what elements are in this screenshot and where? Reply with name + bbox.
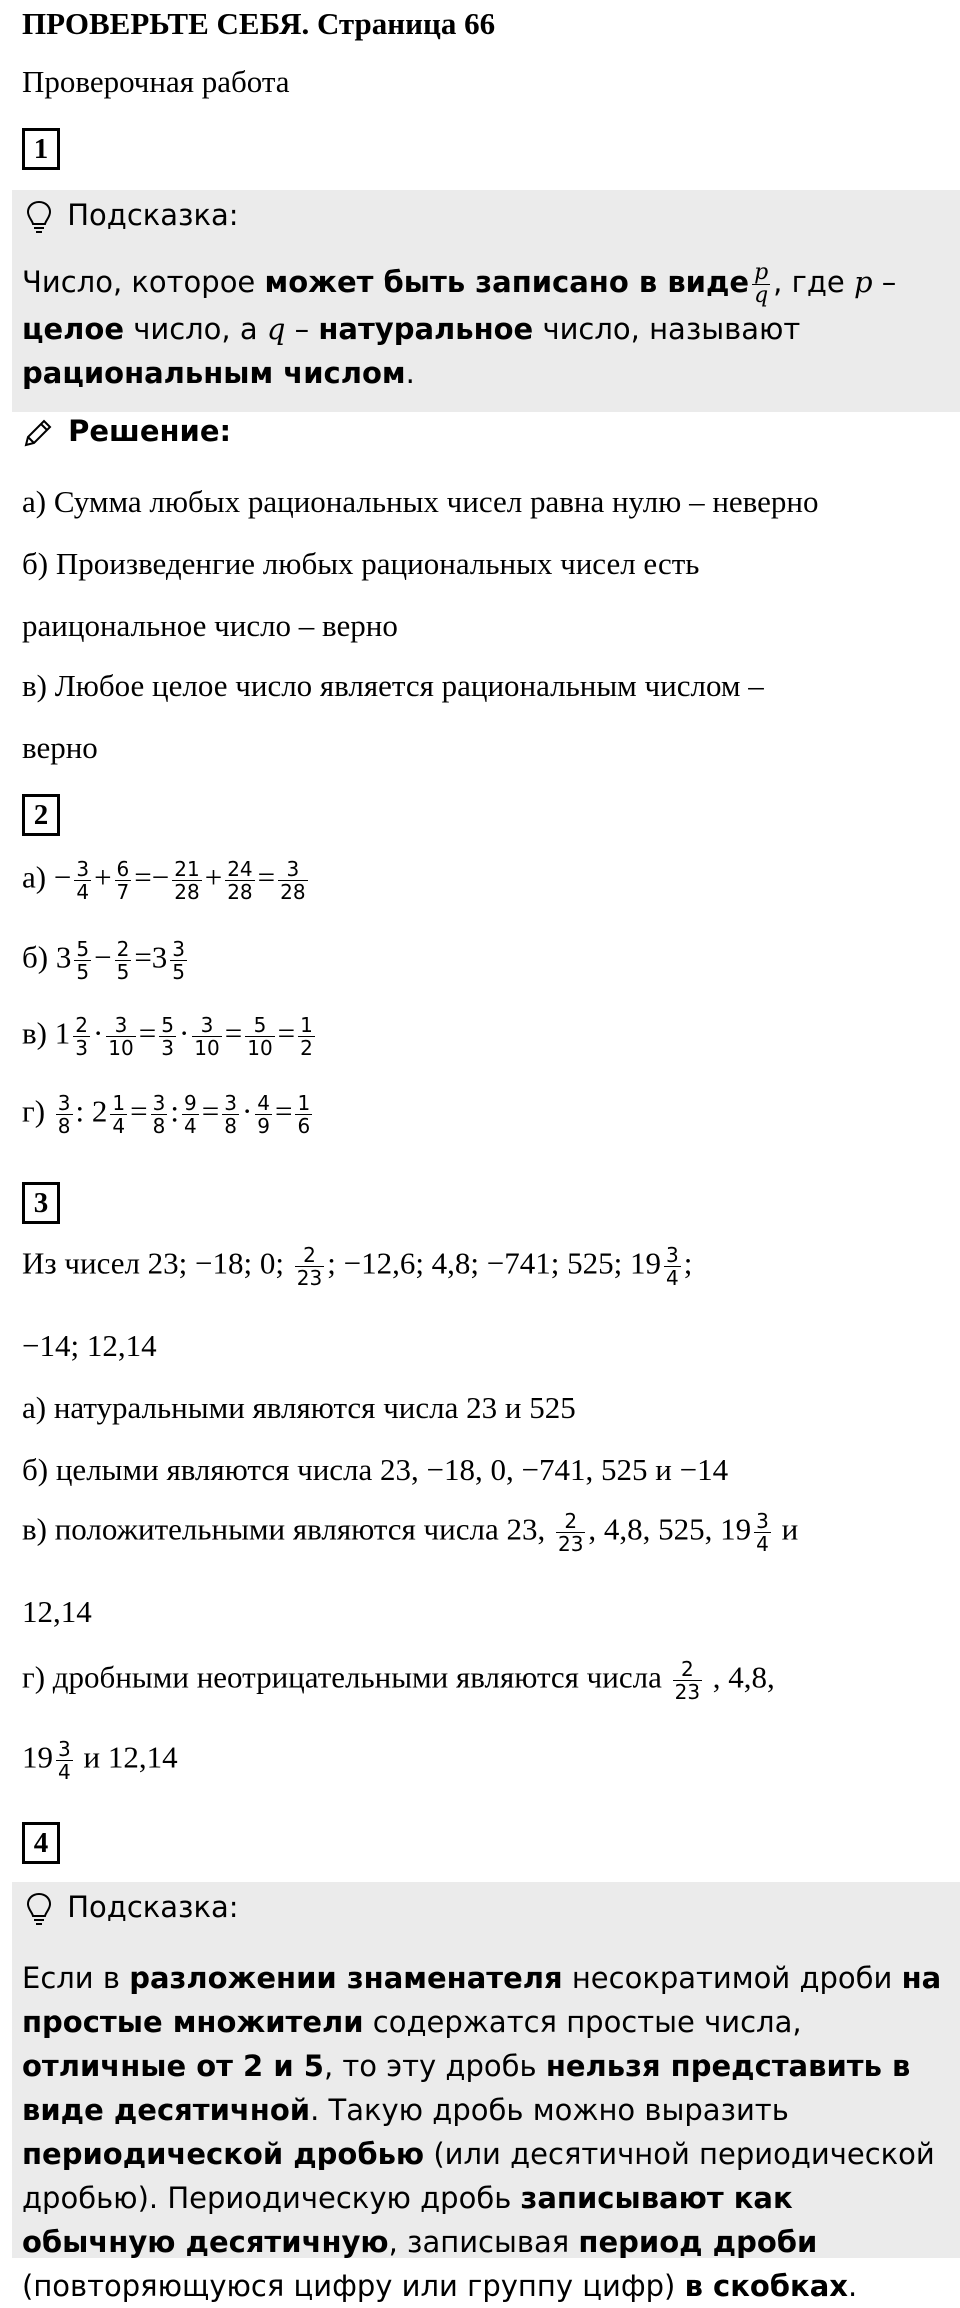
fraction: $\frac{3}{5}$ bbox=[172, 937, 186, 984]
text-part: и bbox=[773, 1511, 799, 1547]
task-number-3: 3 bbox=[22, 1182, 60, 1224]
text-part: Из чисел 23; −18; 0; bbox=[22, 1245, 292, 1281]
task3-g bbox=[22, 1658, 775, 1703]
hint-text-part: – bbox=[872, 265, 897, 299]
hint-text-part: , записывая bbox=[388, 2225, 579, 2259]
fraction: $\frac{3}{10}$ bbox=[194, 1013, 220, 1060]
lightbulb-icon bbox=[26, 1890, 67, 1924]
task-number-4: 4 bbox=[22, 1822, 60, 1864]
task3-v bbox=[22, 1510, 798, 1555]
hint-bold-part: периодической дробью bbox=[22, 2137, 425, 2171]
item-label: в) bbox=[22, 1015, 55, 1051]
hint-text-part: несократимой дроби bbox=[562, 1961, 902, 1995]
hint-bold-part: в скобках bbox=[684, 2269, 849, 2303]
fraction: $\frac{1}{4}$ bbox=[112, 1091, 126, 1138]
task3-v-cont: 12,14 bbox=[22, 1594, 92, 1629]
hint-header-4 bbox=[26, 1890, 239, 1926]
text-part: , 4,8, bbox=[705, 1659, 775, 1695]
hint-text-part: . bbox=[848, 2269, 858, 2303]
fraction-p-q: $\frac{p}{q}$ bbox=[754, 259, 769, 308]
fraction: $\frac{3}{8}$ bbox=[152, 1091, 166, 1138]
text-part: ; −12,6; 4,8; −741; 525; 19 bbox=[327, 1245, 661, 1281]
hint-text-4 bbox=[22, 1956, 952, 2308]
fraction: $\frac{5}{3}$ bbox=[161, 1013, 174, 1060]
fraction: $\frac{3}{4}$ bbox=[756, 1509, 769, 1556]
whole-part: 2 bbox=[91, 1093, 108, 1129]
fraction: $\frac{3}{4}$ bbox=[666, 1243, 679, 1290]
fraction: $\frac{3}{10}$ bbox=[108, 1013, 134, 1060]
hint-text-part: . bbox=[405, 355, 415, 390]
hint-text-1 bbox=[22, 260, 952, 395]
hint-box-1 bbox=[12, 190, 960, 412]
task1-line-b: б) Произведенгие любых рациональных чисел есть bbox=[22, 546, 700, 581]
text-part: , 4,8, 525, 19 bbox=[588, 1511, 752, 1547]
hint-bold-part: разложении знаменателя bbox=[129, 1961, 563, 1995]
hint-title: Подсказка: bbox=[67, 198, 239, 232]
fraction: $\frac{1}{2}$ bbox=[300, 1013, 313, 1060]
hint-bold-part: на простые множители bbox=[22, 1961, 942, 2039]
pencil-icon bbox=[22, 414, 68, 448]
hint-text-part: , где bbox=[773, 265, 854, 299]
hint-bold-part: натуральное bbox=[318, 311, 534, 346]
hint-text-part: . Такую дробь можно выразить bbox=[310, 2093, 789, 2127]
page-subtitle: Проверочная работа bbox=[22, 64, 290, 99]
solution-title: Решение: bbox=[68, 414, 232, 448]
task-number-1: 1 bbox=[22, 128, 60, 170]
text-part: в) положительными являются числа 23, bbox=[22, 1511, 553, 1547]
task-number-2: 2 bbox=[22, 794, 60, 836]
hint-text-part: содержатся простые числа, bbox=[363, 2005, 802, 2039]
hint-bold-part: записывают как обычную десятичную bbox=[22, 2181, 793, 2259]
hint-text-part: , то эту дробь bbox=[323, 2049, 546, 2083]
fraction: $\frac{21}{28}$ bbox=[174, 857, 200, 904]
hint-text-part: число, а bbox=[124, 311, 267, 346]
fraction: $\frac{2}{23}$ bbox=[296, 1243, 323, 1290]
lightbulb-icon bbox=[26, 198, 67, 232]
hint-bold-part: рациональным числом bbox=[22, 355, 406, 390]
text-part: 19 bbox=[22, 1739, 53, 1775]
fraction: $\frac{4}{9}$ bbox=[257, 1091, 270, 1138]
task1-line-v-cont: верно bbox=[22, 730, 98, 765]
task2-v: в) 1 $\frac{2}{3}$ · $\frac{3}{10}$ = $\frac{5}{3}$ · $\frac{3}{10}$ = $\frac{5}{10}$ = $\frac{1}{2}$ bbox=[22, 1013, 313, 1060]
hint-bold-part: отличные от 2 и 5 bbox=[22, 2049, 324, 2083]
hint-bold-part: период дроби bbox=[578, 2225, 818, 2259]
fraction: $\frac{2}{23}$ bbox=[674, 1657, 701, 1704]
hint-bold-part: нельзя представить в виде десятичной bbox=[22, 2049, 911, 2127]
whole-part: 3 bbox=[55, 939, 72, 975]
task1-line-a: а) Сумма любых рациональных чисел равна нулю – неверно bbox=[22, 484, 819, 519]
task2-b: б) 3 $\frac{5}{5}$ − $\frac{2}{5}$ =3 $\frac{3}{5}$ bbox=[22, 937, 186, 984]
task1-line-v: в) Любое целое число является рациональным числом – bbox=[22, 668, 764, 703]
task3-g-cont bbox=[22, 1738, 178, 1783]
hint-bold-part: целое bbox=[22, 311, 124, 346]
hint-text-part: Число, которое bbox=[22, 265, 265, 299]
hint-text-part: – bbox=[285, 311, 319, 346]
item-label: б) bbox=[22, 939, 56, 975]
fraction: $\frac{5}{5}$ bbox=[76, 937, 90, 984]
page-title: ПРОВЕРЬТЕ СЕБЯ. Страница 66 bbox=[22, 6, 496, 41]
task3-intro bbox=[22, 1244, 692, 1289]
hint-title: Подсказка: bbox=[67, 1890, 239, 1924]
hint-text-part: число, называют bbox=[533, 311, 801, 346]
hint-header-1 bbox=[26, 198, 239, 234]
fraction: $\frac{5}{10}$ bbox=[247, 1013, 273, 1060]
var-p: p bbox=[853, 265, 873, 299]
fraction: $\frac{2}{5}$ bbox=[116, 937, 130, 984]
solution-header-1 bbox=[22, 414, 231, 449]
task3-b: б) целыми являются числа 23, −18, 0, −741, 525 и −14 bbox=[22, 1452, 729, 1487]
hint-box-4 bbox=[12, 1882, 960, 2303]
whole-part: 1 bbox=[54, 1015, 71, 1051]
task1-line-b-cont: раицональное число – верно bbox=[22, 608, 398, 643]
task2-g: г) $\frac{3}{8}$ : 2 $\frac{1}{4}$ = $\frac{3}{8}$ : $\frac{9}{4}$ = $\frac{3}{8}$ · $\frac{4}{9}$ = $\frac{1}{6}$ bbox=[22, 1091, 311, 1138]
fraction: $\frac{2}{3}$ bbox=[75, 1013, 88, 1060]
task3-a: а) натуральными являются числа 23 и 525 bbox=[22, 1390, 576, 1425]
item-label: а) bbox=[22, 859, 54, 895]
text-part: и 12,14 bbox=[75, 1739, 178, 1775]
fraction: $\frac{9}{4}$ bbox=[183, 1091, 197, 1138]
var-q: q bbox=[266, 311, 286, 346]
fraction: $\frac{3}{8}$ bbox=[224, 1091, 237, 1138]
hint-text-part: (или десятичной периодической дробью). Периодическую дробь bbox=[22, 2137, 935, 2215]
fraction: $\frac{3}{8}$ bbox=[57, 1091, 71, 1138]
fraction: $\frac{24}{28}$ bbox=[227, 857, 253, 904]
fraction: $\frac{1}{6}$ bbox=[297, 1091, 311, 1138]
text-part: ; bbox=[683, 1245, 693, 1281]
hint-bold-part: может быть записано в виде bbox=[264, 265, 750, 299]
item-label: г) bbox=[22, 1093, 53, 1129]
hint-text-part: (повторяющуюся цифру или группу цифр) bbox=[22, 2269, 685, 2303]
task3-intro-cont: −14; 12,14 bbox=[22, 1328, 157, 1363]
task2-a: а) − $\frac{3}{4}$ + $\frac{6}{7}$ =− $\frac{21}{28}$ + $\frac{24}{28}$ = $\frac{3}{28}$ bbox=[22, 857, 306, 904]
fraction: $\frac{3}{4}$ bbox=[58, 1737, 71, 1784]
fraction: $\frac{6}{7}$ bbox=[116, 857, 130, 904]
fraction: $\frac{2}{23}$ bbox=[557, 1509, 584, 1556]
text-part: г) дробными неотрицательными являются числа bbox=[22, 1659, 670, 1695]
hint-text-part: Если в bbox=[22, 1961, 130, 1995]
fraction: $\frac{3}{28}$ bbox=[280, 857, 306, 904]
fraction: $\frac{3}{4}$ bbox=[76, 857, 90, 904]
whole-part: 3 bbox=[151, 939, 168, 975]
